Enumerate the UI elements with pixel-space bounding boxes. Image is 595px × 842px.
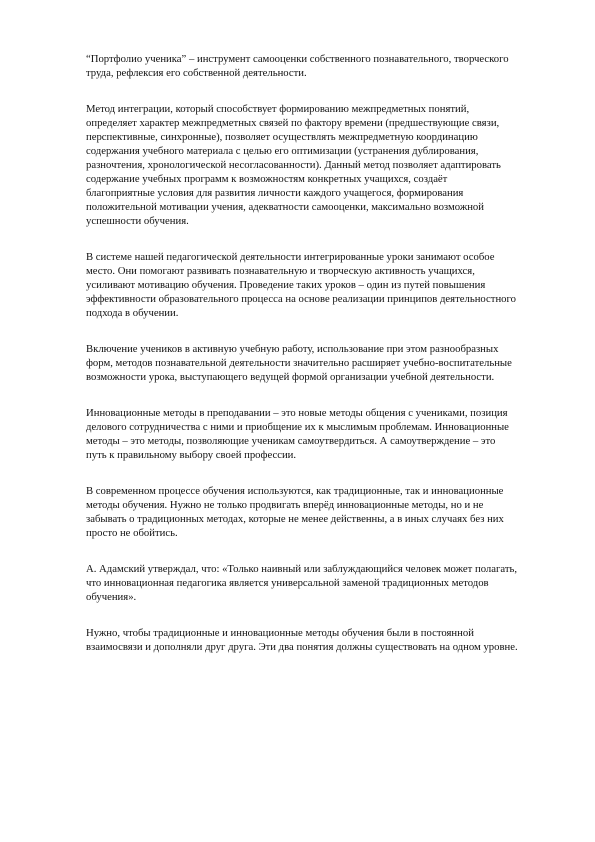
document-body [86,52,518,676]
paragraph-traditional-and-innovative: В современном процессе обучения используются, как традиционные, так и инновационные методы обучения. Нужно не только продвигать вперёд инновационные методы, но и не забывать о традиционных методах, которые не менее действенны, а в иных случаях без них просто не обойтись. [86,485,504,539]
paragraph-active-learning: Включение учеников в активную учебную работу, использование при этом разнообразных форм, методов познавательной деятельности значительно расширяет учебно-воспитательные возможности урока, выступающего ведущей формой организации учебной деятельности. [86,343,512,383]
paragraph-conclusion: Нужно, чтобы традиционные и инновационные методы обучения были в постоянной взаимосвязи и дополняли друг друга. Эти два понятия должны существовать на одном уровне. [86,627,518,653]
paragraph-innovative-methods: Инновационные методы в преподавании – это новые методы общения с учениками, позиция делового сотрудничества с ними и приобщение их к мыслимым проблемам. Инновационные методы – это методы, позволяющие ученикам самоутвердиться. А самоутверждение – это путь к правильному выбору своей профессии. [86,407,509,461]
paragraph-portfolio: “Портфолио ученика” – инструмент самооценки собственного познавательного, творческого труда, рефлексия его собственной деятельности. [86,53,509,79]
paragraph-integrated-lessons: В системе нашей педагогической деятельности интегрированные уроки занимают особое место. Они помогают развивать познавательную и творческую активность учащихся, усиливают мотивацию обучения. Проведение таких уроков – один из путей повышения эффективности образовательного процесса на основе реализации принципов деятельностного подхода в обучении. [86,251,516,319]
paragraph-integration-method: Метод интеграции, который способствует формированию межпредметных понятий, определяет характер межпредметных связей по фактору времени (предшествующие связи, перспективные, синхронные), позволяет осуществлять межпредметную координацию содержания учебного материала с целью его оптимизации (устранения дублирования, разночтения, хронологической несогласованности). Данный метод позволяет адаптировать содержание учебных программ к возможностям конкретных учащихся, создаёт благоприятные условия для развития личности каждого учащегося, формирования положительной мотивации учения, адекватности самооценки, максимально возможной успешности обучения. [86,103,501,227]
paragraph-adamsky-quote: А. Адамский утверждал, что: «Только наивный или заблуждающийся человек может полагать, что инновационная педагогика является универсальной заменой традиционных методов обучения». [86,563,518,603]
